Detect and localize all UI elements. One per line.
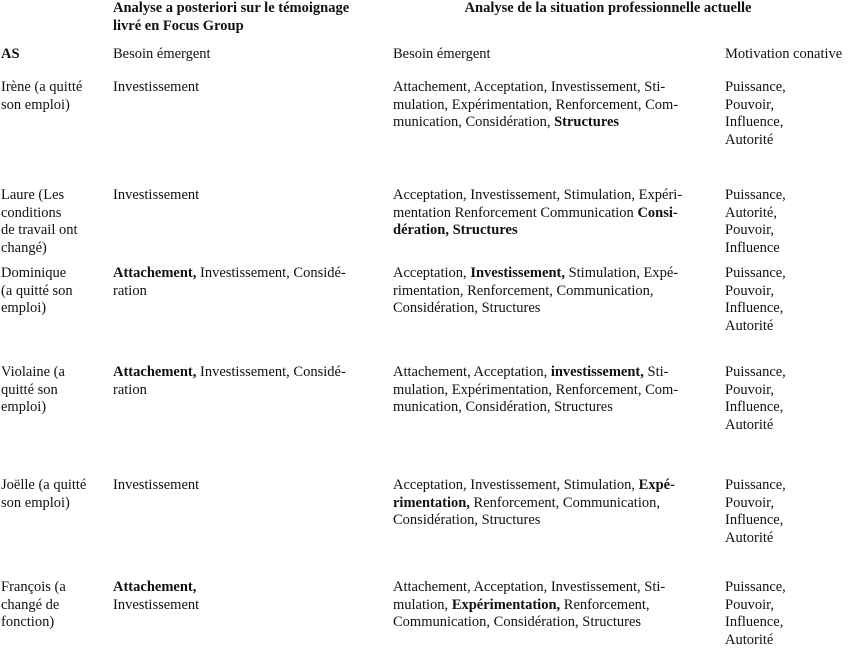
cell-besoin-actuel-line bbox=[393, 114, 715, 132]
need-text: Renforcement, bbox=[560, 597, 649, 613]
cell-besoin-actuel-line bbox=[393, 512, 715, 530]
cell-motivation bbox=[725, 579, 853, 649]
cell-motivation-line: Pouvoir, bbox=[725, 283, 853, 301]
cell-motivation bbox=[725, 265, 853, 335]
cell-besoin-actuel-line bbox=[393, 222, 715, 240]
need-text: mulation, bbox=[393, 597, 452, 613]
cell-besoin-fg-line bbox=[113, 597, 383, 615]
need-text: Communication, Considération, Structures bbox=[393, 614, 641, 630]
cell-besoin-actuel-line bbox=[393, 579, 715, 597]
need-text: Investissement bbox=[113, 477, 199, 493]
need-text: Acceptation, Investissement, Stimulation, bbox=[393, 477, 639, 493]
cell-motivation-line: Autorité bbox=[725, 530, 853, 548]
header-group-focus bbox=[113, 0, 381, 35]
cell-besoin-fg-line bbox=[113, 187, 383, 205]
cell-as-line: Irène (a quitté bbox=[1, 79, 113, 97]
cell-motivation-line: Pouvoir, bbox=[725, 382, 853, 400]
cell-besoin-actuel-line bbox=[393, 477, 715, 495]
emphasized-need: investissement, bbox=[551, 364, 644, 380]
need-text: Considération, Structures bbox=[393, 300, 540, 316]
cell-as-line: changé de bbox=[1, 597, 113, 615]
cell-besoin-fg-line bbox=[113, 265, 383, 283]
cell-motivation bbox=[725, 364, 853, 434]
cell-as bbox=[1, 265, 113, 318]
need-text: Attachement, Acceptation, Investissement, Sti- bbox=[393, 579, 665, 595]
cell-as-line: emploi) bbox=[1, 399, 113, 417]
need-text: Investissement bbox=[113, 79, 199, 95]
cell-as-line: son emploi) bbox=[1, 97, 113, 115]
cell-motivation-line: Influence, bbox=[725, 614, 853, 632]
cell-besoin-actuel-line bbox=[393, 205, 715, 223]
need-text: Renforcement, Communication, bbox=[470, 495, 660, 511]
cell-as-line: emploi) bbox=[1, 300, 113, 318]
need-text: munication, Considération, bbox=[393, 114, 554, 130]
cell-as-line: Violaine (a bbox=[1, 364, 113, 382]
cell-as-line: Dominique bbox=[1, 265, 113, 283]
need-text: munication, Considération, Structures bbox=[393, 399, 613, 415]
cell-besoin-fg-line bbox=[113, 283, 383, 301]
cell-besoin-actuel-line bbox=[393, 265, 715, 283]
need-text: ration bbox=[113, 283, 147, 299]
need-text: Investissement, Considé- bbox=[196, 265, 345, 281]
need-text: Investissement bbox=[113, 187, 199, 203]
cell-motivation-line: Puissance, bbox=[725, 364, 853, 382]
cell-motivation-line: Influence, bbox=[725, 512, 853, 530]
emphasized-need: Expérimentation, bbox=[452, 597, 560, 613]
need-text: Sti- bbox=[644, 364, 669, 380]
emphasized-need: Attachement, bbox=[113, 265, 196, 281]
emphasized-need: rimentation, bbox=[393, 495, 470, 511]
cell-besoin-actuel-line bbox=[393, 364, 715, 382]
cell-motivation-line: Puissance, bbox=[725, 477, 853, 495]
need-text: mulation, Expérimentation, Renforcement, Com- bbox=[393, 382, 678, 398]
need-text: Considération, Structures bbox=[393, 512, 540, 528]
header-group-current: Analyse de la situation professionnelle actuelle bbox=[393, 0, 823, 18]
cell-besoin-fg bbox=[113, 187, 383, 205]
cell-motivation-line: Puissance, bbox=[725, 79, 853, 97]
cell-besoin-actuel bbox=[393, 364, 715, 417]
header-group-focus-line: livré en Focus Group bbox=[113, 18, 381, 36]
cell-besoin-fg bbox=[113, 265, 383, 300]
cell-as bbox=[1, 579, 113, 632]
emphasized-need: Expé- bbox=[639, 477, 675, 493]
cell-motivation bbox=[725, 477, 853, 547]
cell-as-line: quitté son bbox=[1, 382, 113, 400]
cell-besoin-actuel-line bbox=[393, 97, 715, 115]
cell-as-line: Laure (Les bbox=[1, 187, 113, 205]
cell-motivation-line: Influence bbox=[725, 240, 853, 258]
column-header-besoin-actuel: Besoin émergent bbox=[393, 46, 491, 64]
cell-besoin-actuel-line bbox=[393, 79, 715, 97]
need-text: Attachement, Acceptation, Investissement, Sti- bbox=[393, 79, 665, 95]
cell-besoin-fg-line bbox=[113, 79, 383, 97]
cell-as bbox=[1, 187, 113, 257]
cell-besoin-actuel-line bbox=[393, 495, 715, 513]
cell-as-line: de travail ont bbox=[1, 222, 113, 240]
cell-besoin-actuel-line bbox=[393, 187, 715, 205]
need-text: Acceptation, Investissement, Stimulation, Expéri- bbox=[393, 187, 682, 203]
cell-besoin-fg-line bbox=[113, 579, 383, 597]
cell-besoin-actuel-line bbox=[393, 382, 715, 400]
cell-as bbox=[1, 79, 113, 114]
cell-motivation-line: Autorité bbox=[725, 417, 853, 435]
cell-as-line: François (a bbox=[1, 579, 113, 597]
cell-motivation-line: Pouvoir, bbox=[725, 495, 853, 513]
emphasized-need: Attachement, bbox=[113, 364, 196, 380]
cell-motivation-line: Influence, bbox=[725, 399, 853, 417]
cell-besoin-fg bbox=[113, 477, 383, 495]
column-header-motivation: Motivation conative bbox=[725, 46, 842, 64]
cell-besoin-actuel bbox=[393, 187, 715, 240]
emphasized-need: dération, Structures bbox=[393, 222, 518, 238]
cell-motivation-line: Pouvoir, bbox=[725, 97, 853, 115]
cell-motivation-line: Autorité bbox=[725, 318, 853, 336]
need-text: ration bbox=[113, 382, 147, 398]
cell-besoin-actuel-line bbox=[393, 300, 715, 318]
cell-besoin-actuel-line bbox=[393, 399, 715, 417]
cell-besoin-actuel bbox=[393, 579, 715, 632]
cell-motivation bbox=[725, 79, 853, 149]
cell-besoin-fg bbox=[113, 79, 383, 97]
cell-as-line: conditions bbox=[1, 205, 113, 223]
cell-besoin-actuel-line bbox=[393, 597, 715, 615]
cell-as bbox=[1, 364, 113, 417]
emphasized-need: Consi- bbox=[637, 205, 677, 221]
emphasized-need: Structures bbox=[554, 114, 619, 130]
cell-as bbox=[1, 477, 113, 512]
cell-motivation-line: Puissance, bbox=[725, 265, 853, 283]
column-header-besoin-fg: Besoin émergent bbox=[113, 46, 211, 64]
cell-besoin-fg-line bbox=[113, 382, 383, 400]
need-text: Acceptation, bbox=[393, 265, 470, 281]
column-header-as: AS bbox=[1, 46, 20, 64]
cell-motivation-line: Autorité bbox=[725, 132, 853, 150]
cell-besoin-actuel bbox=[393, 477, 715, 530]
cell-as-line: changé) bbox=[1, 240, 113, 258]
cell-as-line: fonction) bbox=[1, 614, 113, 632]
emphasized-need: Attachement, bbox=[113, 579, 196, 595]
cell-besoin-fg-line bbox=[113, 477, 383, 495]
cell-besoin-fg-line bbox=[113, 364, 383, 382]
cell-motivation-line: Autorité, bbox=[725, 205, 853, 223]
cell-motivation-line: Pouvoir, bbox=[725, 597, 853, 615]
need-text: Investissement bbox=[113, 597, 199, 613]
cell-motivation-line: Influence, bbox=[725, 300, 853, 318]
need-text: mulation, Expérimentation, Renforcement, Com- bbox=[393, 97, 678, 113]
need-text: Investissement, Considé- bbox=[196, 364, 345, 380]
cell-as-line: son emploi) bbox=[1, 495, 113, 513]
cell-as-line: (a quitté son bbox=[1, 283, 113, 301]
cell-as-line: Joëlle (a quitté bbox=[1, 477, 113, 495]
cell-besoin-fg bbox=[113, 364, 383, 399]
cell-motivation-line: Puissance, bbox=[725, 187, 853, 205]
need-text: mentation Renforcement Communication bbox=[393, 205, 637, 221]
cell-besoin-fg bbox=[113, 579, 383, 614]
cell-motivation-line: Influence, bbox=[725, 114, 853, 132]
need-text: Attachement, Acceptation, bbox=[393, 364, 551, 380]
emphasized-need: Investissement, bbox=[470, 265, 565, 281]
cell-motivation-line: Pouvoir, bbox=[725, 222, 853, 240]
cell-motivation-line: Puissance, bbox=[725, 579, 853, 597]
cell-motivation-line: Autorité bbox=[725, 632, 853, 649]
cell-besoin-actuel bbox=[393, 79, 715, 132]
cell-besoin-actuel bbox=[393, 265, 715, 318]
need-text: rimentation, Renforcement, Communication, bbox=[393, 283, 654, 299]
need-text: Stimulation, Expé- bbox=[565, 265, 678, 281]
cell-besoin-actuel-line bbox=[393, 614, 715, 632]
cell-motivation bbox=[725, 187, 853, 257]
cell-besoin-actuel-line bbox=[393, 283, 715, 301]
header-group-focus-line: Analyse a posteriori sur le témoignage bbox=[113, 0, 381, 18]
